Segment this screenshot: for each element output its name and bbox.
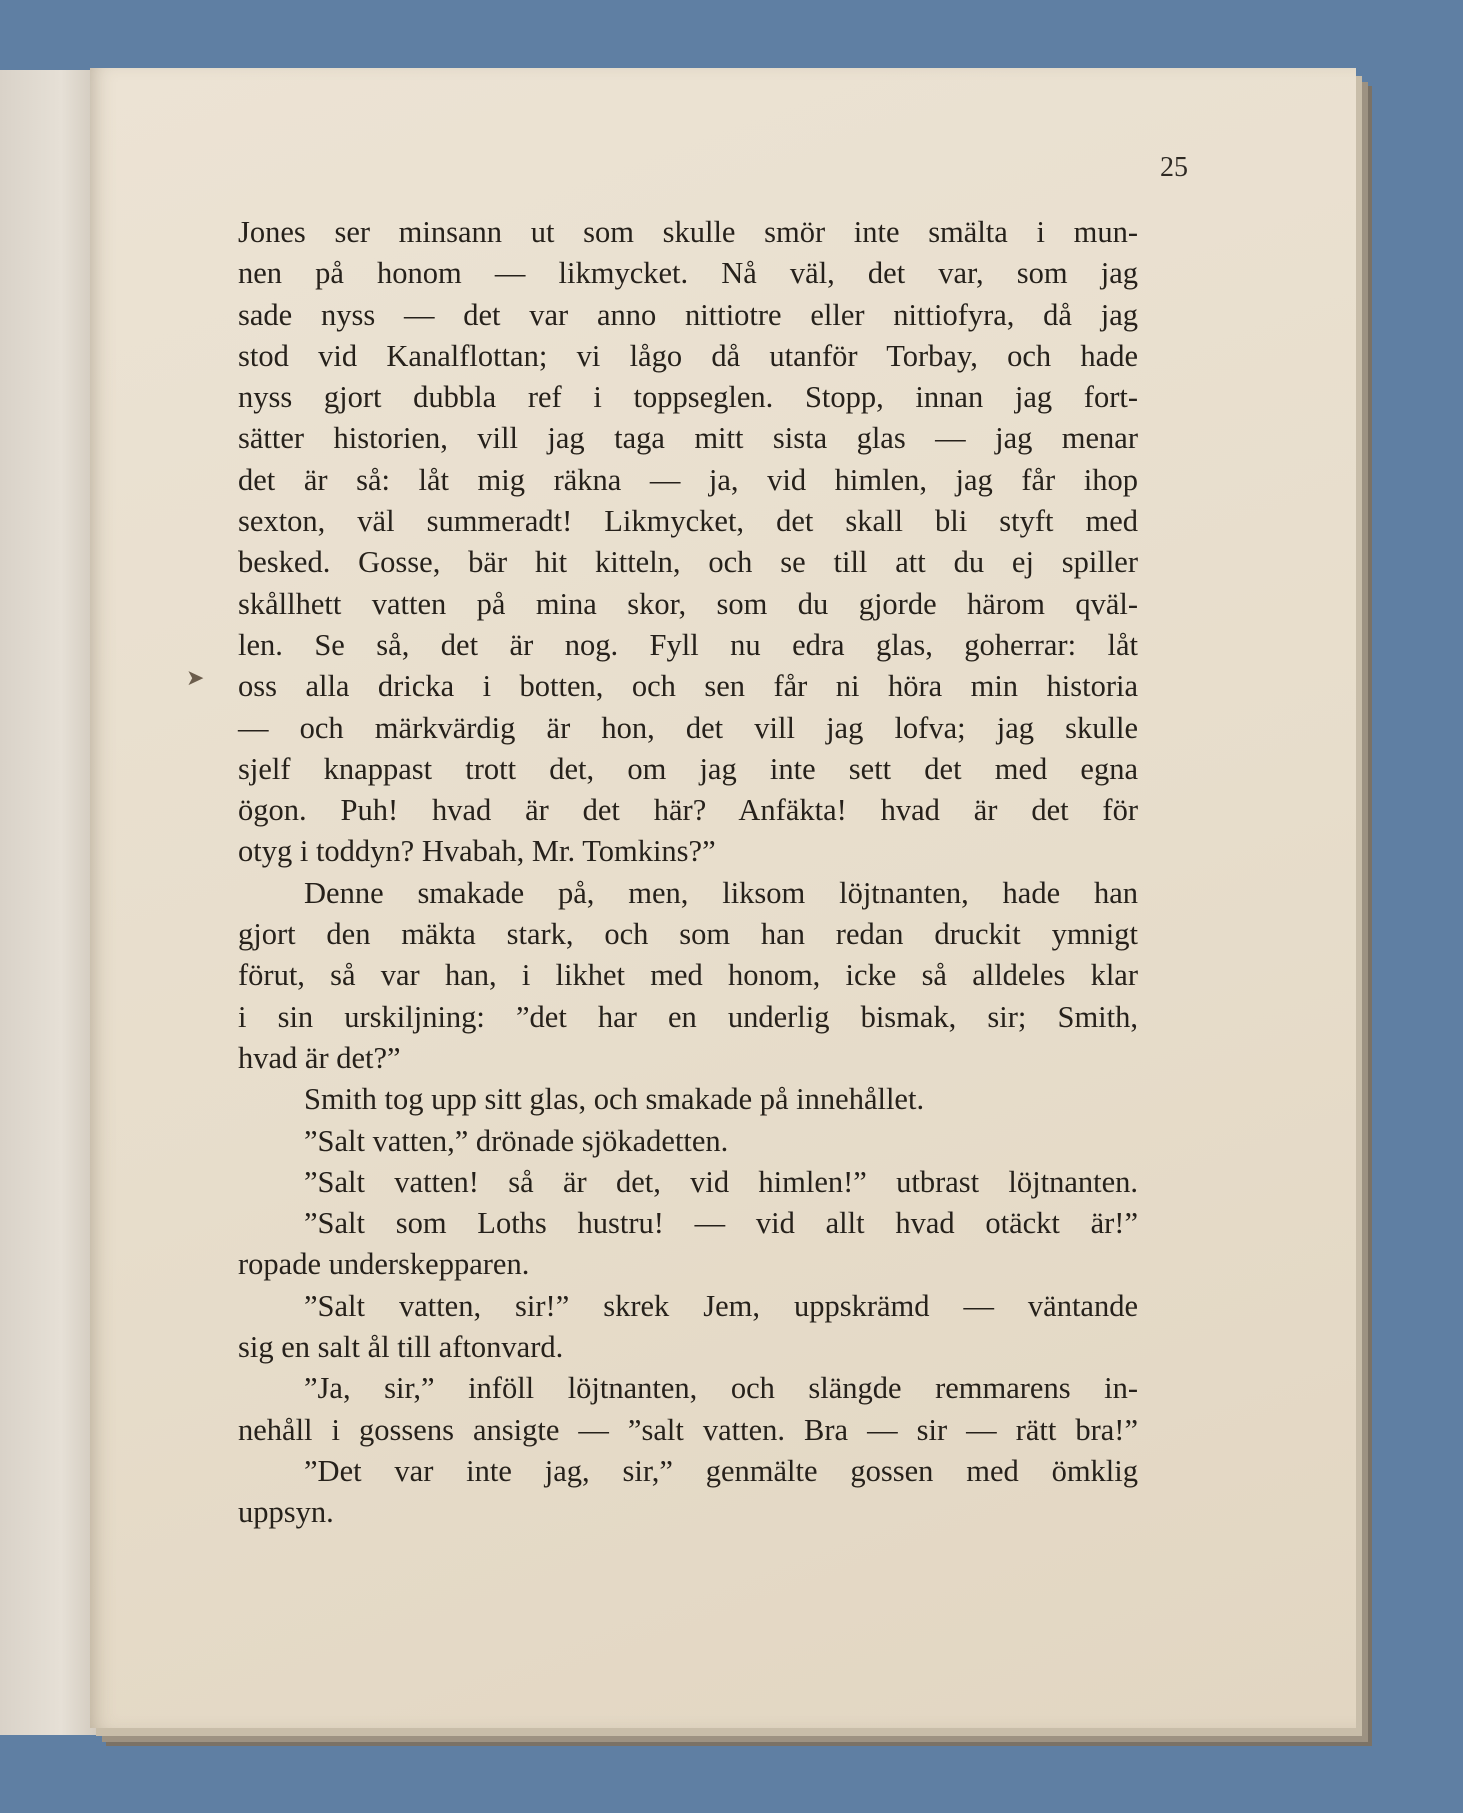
text-line: sig en salt ål till aftonvard. bbox=[238, 1330, 564, 1365]
text-line: ”Salt vatten! så är det, vid himlen!” utbrast löjtnanten. bbox=[304, 1164, 1138, 1199]
text-line: det är så: låt mig räkna — ja, vid himlen, jag får ihop bbox=[238, 462, 1138, 497]
text-line: — och märkvärdig är hon, det vill jag lofva; jag skulle bbox=[238, 710, 1138, 745]
page-text bbox=[238, 212, 1138, 1534]
text-line: i sin urskiljning: ”det har en underlig bismak, sir; Smith, bbox=[238, 999, 1138, 1034]
text-line: len. Se så, det är nog. Fyll nu edra glas, goherrar: låt bbox=[238, 627, 1138, 662]
text-line: besked. Gosse, bär hit kitteln, och se till att du ej spiller bbox=[238, 545, 1138, 580]
text-line: oss alla dricka i botten, och sen får ni höra min historia bbox=[238, 669, 1138, 704]
text-line: uppsyn. bbox=[238, 1495, 334, 1530]
text-line: gjort den mäkta stark, och som han redan druckit ymnigt bbox=[238, 917, 1138, 952]
text-line: Denne smakade på, men, liksom löjtnanten, hade han bbox=[304, 875, 1138, 910]
book-page bbox=[90, 68, 1356, 1728]
text-line: ”Salt vatten,” drönade sjökadetten. bbox=[304, 1123, 729, 1158]
text-line: nehåll i gossens ansigte — ”salt vatten. Bra — sir — rätt bra!” bbox=[238, 1412, 1138, 1447]
text-line: sexton, väl summeradt! Likmycket, det skall bli styft med bbox=[238, 504, 1138, 539]
text-line: otyg i toddyn? Hvabah, Mr. Tomkins?” bbox=[238, 834, 716, 869]
text-line: Smith tog upp sitt glas, och smakade på innehållet. bbox=[304, 1082, 925, 1117]
page-number: 25 bbox=[1160, 152, 1188, 183]
text-line: ögon. Puh! hvad är det här? Anfäkta! hvad är det för bbox=[238, 793, 1138, 828]
text-line: nen på honom — likmycket. Nå väl, det var, som jag bbox=[238, 256, 1138, 291]
text-line: Jones ser minsann ut som skulle smör inte smälta i mun- bbox=[238, 215, 1138, 249]
text-line: ”Salt som Loths hustru! — vid allt hvad otäckt är!” bbox=[304, 1206, 1138, 1241]
text-line: stod vid Kanalflottan; vi lågo då utanför Torbay, och hade bbox=[238, 338, 1138, 373]
text-line: ropade underskepparen. bbox=[238, 1247, 530, 1282]
text-line: nyss gjort dubbla ref i toppseglen. Stopp, innan jag fort- bbox=[238, 380, 1138, 415]
margin-mark: ➤ bbox=[186, 666, 205, 691]
text-line: sjelf knappast trott det, om jag inte sett det med egna bbox=[238, 751, 1138, 786]
text-line: skållhett vatten på mina skor, som du gjorde härom qväl- bbox=[238, 586, 1138, 621]
text-line: ”Salt vatten, sir!” skrek Jem, uppskrämd — väntande bbox=[304, 1288, 1138, 1323]
text-line: ”Det var inte jag, sir,” genmälte gossen med ömklig bbox=[304, 1453, 1138, 1488]
text-line: sade nyss — det var anno nittiotre eller nittiofyra, då jag bbox=[238, 297, 1138, 332]
text-line: hvad är det?” bbox=[238, 1040, 401, 1075]
left-page-edge bbox=[0, 70, 104, 1735]
text-line: sätter historien, vill jag taga mitt sista glas — jag menar bbox=[238, 421, 1138, 456]
text-line: förut, så var han, i likhet med honom, icke så alldeles klar bbox=[238, 958, 1138, 993]
text-line: ”Ja, sir,” inföll löjtnanten, och slängde remmarens in- bbox=[304, 1371, 1138, 1406]
